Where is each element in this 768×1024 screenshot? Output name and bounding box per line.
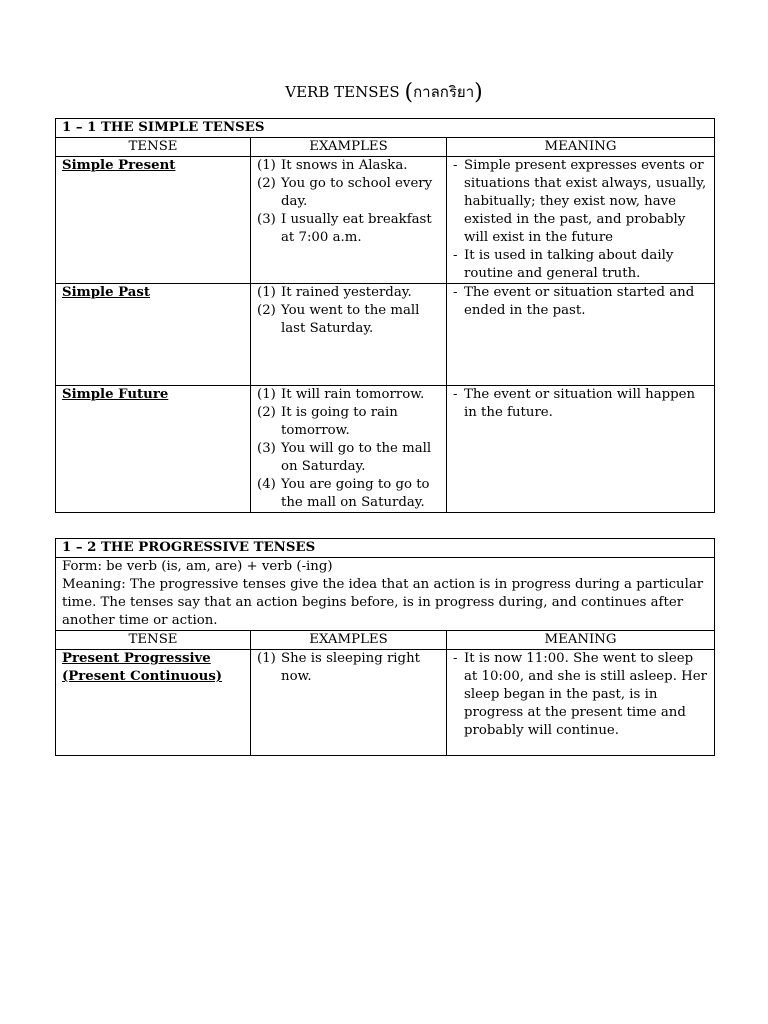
simple-tenses-table <box>55 118 715 513</box>
meaning-item: - It is now 11:00. She went to sleep at 10:00, and she is still asleep. Her sleep began in the past, is in progress at the present time and probably will continue. <box>453 651 707 738</box>
form-and-meaning <box>56 558 715 631</box>
title-paren-close: ) <box>474 80 483 105</box>
column-header: MEANING <box>447 631 715 650</box>
example-item: (3) I usually eat breakfast at 7:00 a.m. <box>257 212 432 245</box>
table-row <box>56 650 715 756</box>
examples-cell <box>251 157 447 284</box>
form-text: Form: be verb (is, am, are) + verb (-ing) <box>62 559 333 574</box>
examples-cell <box>251 650 447 756</box>
tense-name: Simple Future <box>56 386 251 513</box>
title-thai: กาลกริยา <box>413 83 475 101</box>
example-item: (2) It is going to rain tomorrow. <box>257 405 398 438</box>
examples-cell <box>251 386 447 513</box>
tense-name-line: Present Progressive <box>62 651 211 666</box>
example-item: (2) You go to school every day. <box>257 176 433 209</box>
example-item: (1) It snows in Alaska. <box>257 158 408 173</box>
meaning-item: - The event or situation will happen in the future. <box>453 387 696 420</box>
tense-name <box>56 650 251 756</box>
example-item: (4) You are going to go to the mall on Saturday. <box>257 477 430 510</box>
column-header: TENSE <box>56 138 251 157</box>
meaning-cell <box>447 157 715 284</box>
tense-name: Simple Past <box>56 284 251 386</box>
column-header: MEANING <box>447 138 715 157</box>
table-header-row <box>56 631 715 650</box>
title-paren-open: ( <box>404 80 414 105</box>
section-heading: 1 – 2 THE PROGRESSIVE TENSES <box>56 539 715 558</box>
example-item: (1) She is sleeping right now. <box>257 651 420 684</box>
meaning-cell <box>447 650 715 756</box>
section-heading: 1 – 1 THE SIMPLE TENSES <box>56 119 715 138</box>
meaning-cell <box>447 386 715 513</box>
meaning-item: - It is used in talking about daily routine and general truth. <box>453 248 674 281</box>
document-title <box>0 78 768 107</box>
tense-name-line: (Present Continuous) <box>62 669 223 684</box>
column-header: EXAMPLES <box>251 138 447 157</box>
table-row <box>56 386 715 513</box>
meaning-cell <box>447 284 715 386</box>
column-header: EXAMPLES <box>251 631 447 650</box>
table-row <box>56 284 715 386</box>
table-row <box>56 157 715 284</box>
meaning-item: - Simple present expresses events or situations that exist always, usually, habitually; they exist now, have existed in the past, and probably will exist in the future <box>453 158 707 245</box>
meaning-text: Meaning: The progressive tenses give the idea that an action is in progress during a particular time. The tenses say that an action begins before, is in progress during, and continues after another time or action. <box>62 577 704 628</box>
meaning-item: - The event or situation started and ended in the past. <box>453 285 695 318</box>
example-item: (3) You will go to the mall on Saturday. <box>257 441 432 474</box>
tense-name: Simple Present <box>56 157 251 284</box>
title-text: VERB TENSES <box>285 83 400 101</box>
example-item: (1) It will rain tomorrow. <box>257 387 425 402</box>
example-item: (2) You went to the mall last Saturday. <box>257 303 420 336</box>
progressive-tenses-table <box>55 538 715 756</box>
column-header: TENSE <box>56 631 251 650</box>
table-header-row <box>56 138 715 157</box>
examples-cell <box>251 284 447 386</box>
example-item: (1) It rained yesterday. <box>257 285 412 300</box>
